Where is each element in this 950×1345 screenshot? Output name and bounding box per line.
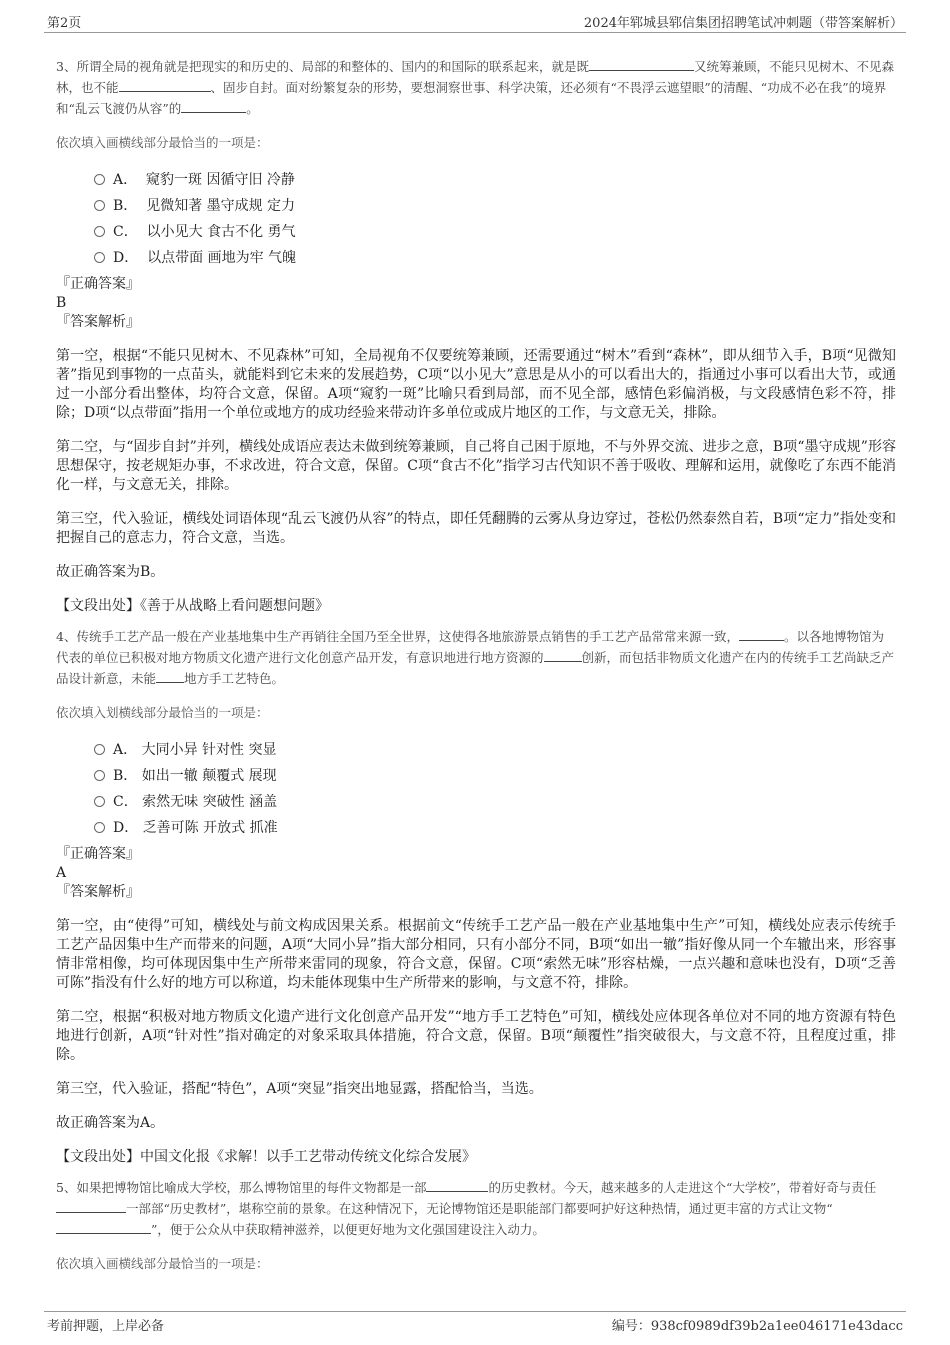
document-title: 2024年郓城县郓信集团招聘笔试冲刺题（带答案解析） (583, 16, 903, 31)
option-d[interactable]: D． 以点带面 画地为牢 气魄 (94, 245, 896, 271)
correct-answer-label: 『正确答案』 (56, 846, 140, 862)
answer-blank (426, 1177, 488, 1192)
document-id: 编号：938cf0989df39b2a1ee046171e43dacc (611, 1319, 903, 1334)
answer-blank (156, 668, 184, 683)
analysis-paragraph: 第二空，根据“积极对地方物质文化遗产进行文化创意产品开发”“地方手工艺特色”可知，横线处应体现各单位对不同的地方资源有特色地进行创新，A项“针对性”指对确定的对象采取具体措施，符合文意，保留。B项“颠覆性”指突破很大，与文意不符，且程度过重，排除。 (56, 1009, 896, 1063)
page-number: 第2页 (47, 16, 82, 31)
radio-icon[interactable] (94, 174, 105, 185)
radio-icon[interactable] (94, 200, 105, 211)
option-a[interactable]: A． 大同小异 针对性 突显 (94, 737, 896, 763)
source-citation: 【文段出处】《善于从战略上看问题想问题》 (56, 598, 329, 614)
analysis-paragraph: 第一空，由“使得”可知，横线处与前文构成因果关系。根据前文“传统手工艺产品一般在产业基地集中生产”可知，横线处应表示传统手工艺产品因集中生产而带来的问题，A项“大同小异”指大部分相同，只有小部分不同，B项“如出一辙”指好像从同一个车辙出来，形容事情非常相像，均可体现因集中生产所带来雷同的现象，符合文意，保留。C项“索然无味”形容枯燥，一点兴趣和意味也没有，D项“乏善可陈”指没有什么好的地方可以称道，均未能体现集中生产所带来的影响，与文意不符，排除。 (56, 918, 896, 991)
radio-icon[interactable] (94, 252, 105, 263)
question-3-options (94, 167, 896, 271)
option-b[interactable]: B． 如出一辙 颠覆式 展现 (94, 763, 896, 789)
correct-answer: A (56, 865, 67, 881)
analysis-paragraph: 第三空，代入验证，搭配“特色”，A项“突显”指突出地显露，搭配恰当，当选。 (56, 1081, 543, 1097)
answer-blank (119, 77, 211, 92)
answer-blank (544, 647, 582, 662)
footer-divider (44, 1311, 906, 1312)
answer-blank (589, 56, 694, 71)
answer-blank (56, 1198, 126, 1213)
radio-icon[interactable] (94, 744, 105, 755)
analysis-conclusion: 故正确答案为A。 (56, 1115, 165, 1131)
document-body (56, 56, 896, 1288)
answer-blank (181, 98, 246, 113)
answer-blank (56, 1219, 151, 1234)
analysis-paragraph: 第二空，与“固步自封”并列，横线处成语应表达未做到统筹兼顾，自己将自己困于原地，不与外界交流、进步之意，B项“墨守成规”形容思想保守，按老规矩办事，不求改进，符合文意，保留。C项“食古不化”指学习古代知识不善于吸收、理解和运用，就像吃了东西不能消化一样，与文意无关，排除。 (56, 439, 896, 493)
radio-icon[interactable] (94, 226, 105, 237)
analysis-paragraph: 第三空，代入验证，横线处词语体现“乱云飞渡仍从容”的特点，即任凭翻腾的云雾从身边穿过，苍松仍然泰然自若，B项“定力”指处变和把握自己的意志力，符合文意，当选。 (56, 511, 896, 546)
question-3-stem: 3、所谓全局的视角就是把现实的和历史的、局部的和整体的、国内的和国际的联系起来，就是既 又统筹兼顾，不能只见树木、不见森林，也不能 、固步自封。面对纷繁复杂的形势，要想洞察世事、科学决策，还必须有“不畏浮云遮望眼”的清醒、“功成不必在我”的境界和“乱云飞渡仍从容”的 。 (56, 56, 896, 119)
option-c[interactable]: C． 以小见大 食古不化 勇气 (94, 219, 896, 245)
option-b[interactable]: B． 见微知著 墨守成规 定力 (94, 193, 896, 219)
question-3-prompt: 依次填入画横线部分最恰当的一项是： (56, 135, 269, 150)
option-c[interactable]: C． 索然无味 突破性 涵盖 (94, 789, 896, 815)
option-a[interactable]: A． 窥豹一斑 因循守旧 冷静 (94, 167, 896, 193)
option-d[interactable]: D． 乏善可陈 开放式 抓准 (94, 815, 896, 841)
question-4-prompt: 依次填入划横线部分最恰当的一项是： (56, 705, 269, 720)
page-header (0, 0, 950, 34)
radio-icon[interactable] (94, 822, 105, 833)
header-divider (44, 32, 906, 33)
question-5-prompt: 依次填入画横线部分最恰当的一项是： (56, 1256, 269, 1271)
question-4-options (94, 737, 896, 841)
correct-answer: B (56, 295, 67, 311)
radio-icon[interactable] (94, 770, 105, 781)
answer-blank (739, 626, 784, 641)
analysis-conclusion: 故正确答案为B。 (56, 564, 165, 580)
question-5-stem: 5、如果把博物馆比喻成大学校，那么博物馆里的每件文物都是一部 的历史教材。今天，越来越多的人走进这个“大学校”，带着好奇与责任一部部“历史教材”，堪称空前的景象。在这种情况下，无论博物馆还是职能部门都要呵护好这种热情，通过更丰富的方式让文物“”，便于公众从中获取精神滋养，以便更好地为文化强国建设注入动力。 (56, 1177, 896, 1240)
analysis-paragraph: 第一空，根据“不能只见树木、不见森林”可知，全局视角不仅要统筹兼顾，还需要通过“树木”看到“森林”，即从细节入手，B项“见微知著”指见到事物的一点苗头，就能料到它未来的发展趋势，C项“以小见大”意思是从小的可以看出大的，指通过小事可以看出大节，或通过一小部分看出整体，均符合文意，保留。A项“窥豹一斑”比喻只看到局部，而不见全部，感情色彩偏消极，与文段感情色彩不符，排除；D项“以点带面”指用一个单位或地方的成功经验来带动许多单位或成片地区的工作，与文意无关，排除。 (56, 348, 896, 421)
footer-slogan: 考前押题，上岸必备 (47, 1319, 165, 1334)
analysis-label: 『答案解析』 (56, 314, 140, 330)
radio-icon[interactable] (94, 796, 105, 807)
correct-answer-label: 『正确答案』 (56, 276, 140, 292)
source-citation: 【文段出处】中国文化报《求解！以手工艺带动传统文化综合发展》 (56, 1149, 476, 1165)
question-4-stem: 4、传统手工艺产品一般在产业基地集中生产再销往全国乃至全世界，这使得各地旅游景点销售的手工艺产品常常来源一致， 。以各地博物馆为代表的单位已积极对地方物质文化遗产进行文化创意产品开发，有意识地进行地方资源的 创新，而包括非物质文化遗产在内的传统手工艺尚缺乏产品设计新意，未能 地方手工艺特色。 (56, 626, 896, 689)
analysis-label: 『答案解析』 (56, 884, 140, 900)
